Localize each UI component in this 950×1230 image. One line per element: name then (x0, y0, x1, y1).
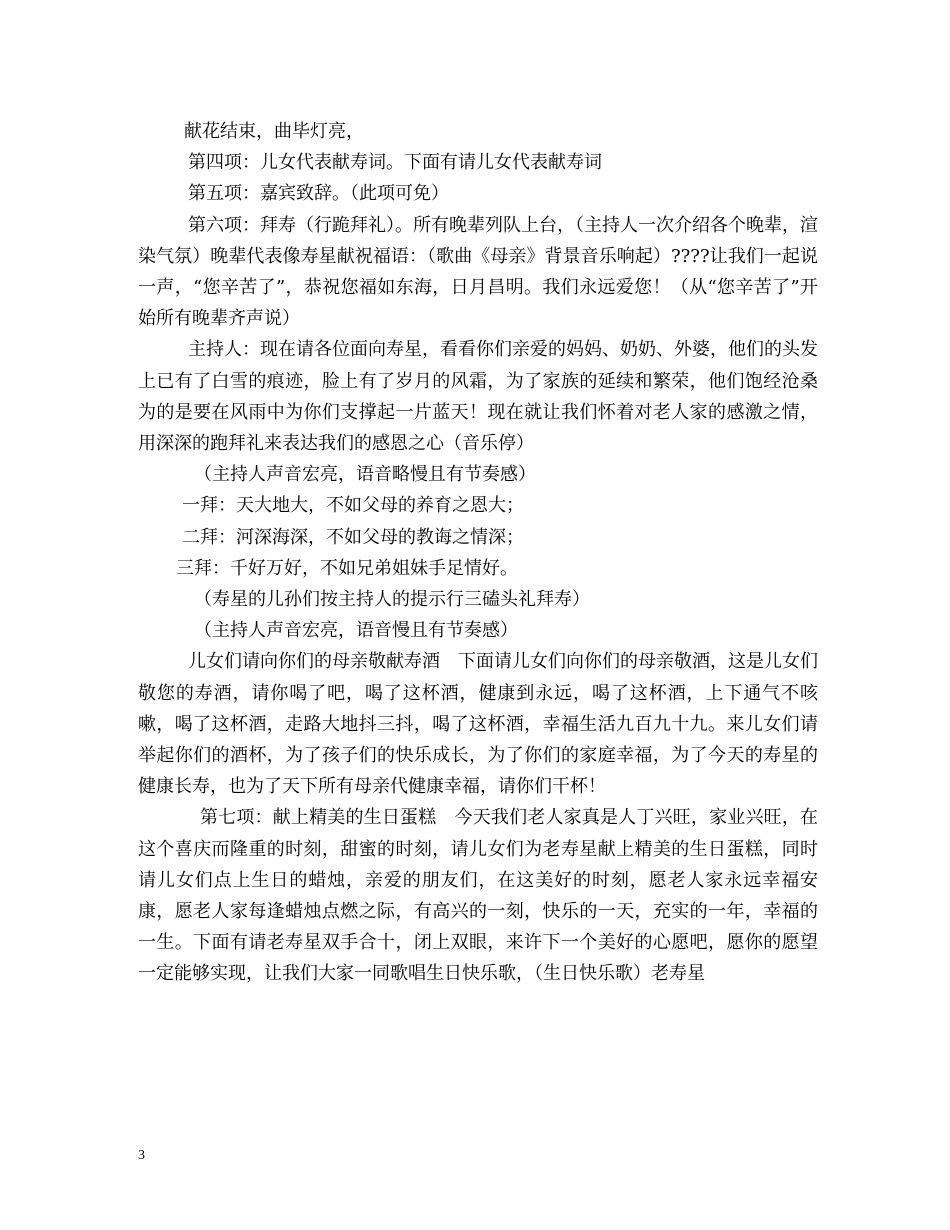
paragraph: （寿星的儿孙们按主持人的提示行三磕头礼拜寿） (194, 589, 590, 611)
paragraph: 第五项：嘉宾致辞。（此项可免） (188, 183, 449, 205)
paragraph: 二拜：河深海深，不如父母的教诲之情深； (182, 526, 524, 548)
paragraph: 第七项：献上精美的生日蛋糕 今天我们老人家真是人丁兴旺，家业兴旺，在这个喜庆而隆重的时刻，甜蜜的时刻，请儿女们为老寿星献上精美的生日蛋糕，同时请儿女们点上生日的蜡烛，亲爱的朋友们，在这美好的时刻，愿老人家永远幸福安康，愿老人家每逢蜡烛点燃之际，有高兴的一刻，快乐的一天，充实的一年，幸福的一生。下面有请老寿星双手合十，闭上双眼，来许下一个美好的心愿吧，愿你的愿望一定能够实现，让我们大家一同歌唱生日快乐歌，（生日快乐歌）老寿星 (138, 807, 818, 985)
paragraph: 儿女们请向你们的母亲敬献寿酒 下面请儿女们向你们的母亲敬酒，这是儿女们敬您的寿酒，请你喝了吧，喝了这杯酒，健康到永远，喝了这杯酒，上下通气不咳嗽，喝了这杯酒，走路大地抖三抖，喝了这杯酒，幸福生活九百九十九。来儿女们请举起你们的酒杯，为了孩子们的快乐成长，为了你们的家庭幸福，为了今天的寿星的健康长寿，也为了天下所有母亲代健康幸福，请你们干杯！ (138, 651, 818, 798)
paragraph: 主持人：现在请各位面向寿星，看看你们亲爱的妈妈、奶奶、外婆，他们的头发上已有了白雪的痕迹，脸上有了岁月的风霜，为了家族的延续和繁荣，他们饱经沧桑为的是要在风雨中为你们支撑起一片蓝天！现在就让我们怀着对老人家的感激之情，用深深的跑拜礼来表达我们的感恩之心（音乐停） (138, 339, 818, 455)
paragraph: 第六项：拜寿（行跪拜礼）。所有晚辈列队上台，（主持人一次介绍各个晚辈，渲染气氛）晚辈代表像寿星献祝福语：（歌曲《母亲》背景音乐响起）????让我们一起说一声，“您辛苦了”，恭祝您福如东海，日月昌明。我们永远爱您！（从“您辛苦了”开始所有晚辈齐声说） (138, 214, 818, 330)
paragraph: 三拜：千好万好，不如兄弟姐妹手足情好。 (176, 557, 518, 579)
page-number: 3 (138, 1148, 145, 1163)
paragraph: （主持人声音宏亮，语音略慢且有节奏感） (194, 464, 536, 486)
body-text (138, 116, 818, 990)
paragraph: 一拜：天大地大，不如父母的养育之恩大； (182, 495, 524, 517)
paragraph: （主持人声音宏亮，语音慢且有节奏感） (194, 620, 518, 642)
paragraph: 献花结束，曲毕灯亮， (184, 121, 364, 142)
paragraph: 第四项：儿女代表献寿词。下面有请儿女代表献寿词 (188, 152, 602, 174)
